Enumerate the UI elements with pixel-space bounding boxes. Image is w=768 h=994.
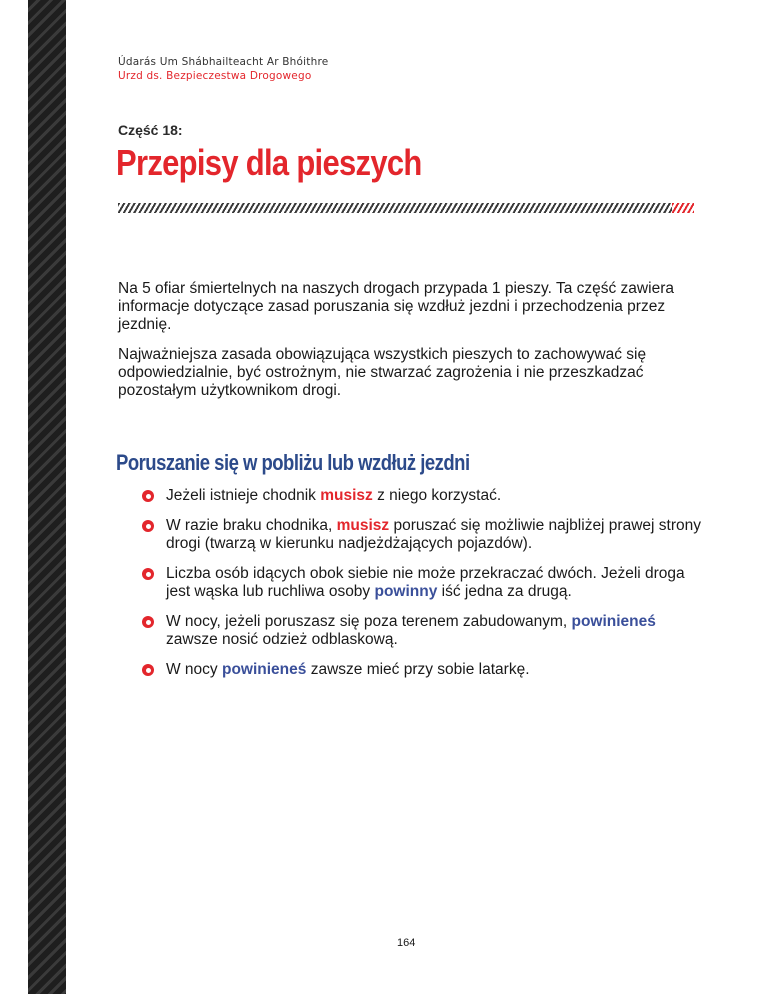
list-item-text-before: W nocy, jeżeli poruszasz się poza terenem zabudowanym,: [166, 613, 572, 630]
ring-bullet-icon: [142, 664, 154, 676]
organization-name-polish: Urzd ds. Bezpieczestwa Drogowego: [118, 70, 312, 82]
keyword-must: musisz: [320, 487, 373, 504]
page-title: Przepisy dla pieszych: [116, 142, 422, 183]
ring-bullet-icon: [142, 490, 154, 502]
ring-bullet-icon: [142, 568, 154, 580]
list-item-text-before: W razie braku chodnika,: [166, 517, 337, 534]
keyword-should: powinieneś: [221, 661, 307, 678]
hatched-divider-accent: [672, 203, 694, 213]
list-item-text-after: zawsze nosić odzież odblaskową.: [166, 631, 398, 648]
decorative-side-band: [28, 0, 66, 994]
list-item: [142, 565, 702, 601]
section-heading: Poruszanie się w pobliżu lub wzdłuż jezdni: [116, 450, 470, 475]
list-item-text-after: iść jedna za drugą.: [437, 583, 572, 600]
list-item-text-after: poruszać się możliwie najbliżej prawej strony drogi (twarzą w kierunku nadjeżdżających pojazdów).: [166, 517, 701, 552]
intro-text: [118, 280, 698, 412]
intro-paragraph: Na 5 ofiar śmiertelnych na naszych drogach przypada 1 pieszy. Ta część zawiera informacje dotyczące zasad poruszania się wzdłuż jezdni i przechodzenia przez jezdnię.: [118, 280, 674, 333]
intro-paragraph: Najważniejsza zasada obowiązująca wszystkich pieszych to zachowywać się odpowiedzialnie, być ostrożnym, nie stwarzać zagrożenia i nie przeszkadzać pozostałym użytkownikom drogi.: [118, 346, 647, 399]
keyword-must: musisz: [336, 517, 390, 534]
list-item-text-before: W nocy: [166, 661, 222, 678]
keyword-should: powinny: [374, 583, 438, 600]
list-item-text-after: zawsze mieć przy sobie latarkę.: [306, 661, 530, 678]
list-item: [142, 517, 702, 553]
hatched-divider: [118, 203, 680, 213]
list-item-text-before: Jeżeli istnieje chodnik: [166, 487, 321, 504]
list-item: [142, 613, 702, 649]
ring-bullet-icon: [142, 520, 154, 532]
list-item-text-before: Liczba osób idących obok siebie nie może przekraczać dwóch. Jeżeli droga jest wąska lub ruchliwa osoby: [166, 565, 685, 600]
part-label: Część 18:: [118, 122, 183, 138]
keyword-should: powinieneś: [571, 613, 656, 630]
page-number: 164: [397, 937, 416, 949]
organization-name-irish: Údarás Um Shábhailteacht Ar Bhóithre: [118, 56, 329, 68]
list-item-text-after: z niego korzystać.: [372, 487, 502, 504]
ring-bullet-icon: [142, 616, 154, 628]
list-item: [142, 487, 702, 505]
list-item: [142, 661, 702, 679]
rules-list: [142, 487, 702, 691]
